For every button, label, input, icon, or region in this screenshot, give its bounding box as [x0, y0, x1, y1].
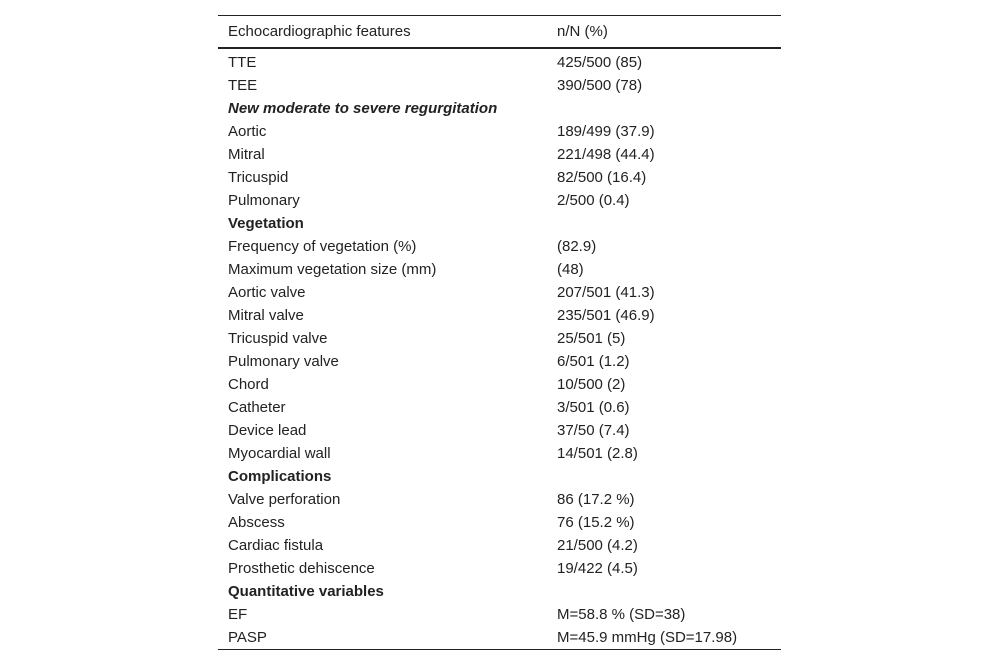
- section-heading: New moderate to severe regurgitation: [228, 100, 498, 117]
- value-cell: 6/501 (1.2): [557, 353, 630, 370]
- echo-features-table-container: [218, 15, 781, 650]
- value-cell: 21/500 (4.2): [557, 537, 638, 554]
- table-row: [218, 534, 781, 557]
- value-cell: 19/422 (4.5): [557, 560, 638, 577]
- section-heading: Vegetation: [228, 215, 304, 232]
- value-cell: 2/500 (0.4): [557, 192, 630, 209]
- feature-cell: Catheter: [228, 399, 286, 416]
- table-row: [218, 143, 781, 166]
- table-row: [218, 235, 781, 258]
- table-section-row: [218, 580, 781, 603]
- value-cell: [547, 212, 781, 235]
- table-row: [218, 304, 781, 327]
- feature-cell: TEE: [228, 77, 258, 94]
- feature-cell: Mitral: [228, 146, 265, 163]
- value-cell: 235/501 (46.9): [557, 307, 655, 324]
- value-cell: 82/500 (16.4): [557, 169, 647, 186]
- value-cell: 425/500 (85): [557, 54, 643, 71]
- feature-cell: Device lead: [228, 422, 307, 439]
- value-cell: 14/501 (2.8): [557, 445, 638, 462]
- value-cell: 10/500 (2): [557, 376, 626, 393]
- feature-cell: Abscess: [228, 514, 285, 531]
- value-cell: 25/501 (5): [557, 330, 626, 347]
- feature-cell: Tricuspid: [228, 169, 289, 186]
- value-cell: 207/501 (41.3): [557, 284, 655, 301]
- table-section-row: [218, 97, 781, 120]
- section-heading: Complications: [228, 468, 332, 485]
- section-heading: Quantitative variables: [228, 583, 384, 600]
- table-row: [218, 48, 781, 74]
- table-row: [218, 120, 781, 143]
- table-row: [218, 74, 781, 97]
- feature-cell: Prosthetic dehiscence: [228, 560, 375, 577]
- feature-cell: Aortic: [228, 123, 267, 140]
- feature-cell: Valve perforation: [228, 491, 341, 508]
- feature-cell: Tricuspid valve: [228, 330, 328, 347]
- value-cell: 76 (15.2 %): [557, 514, 635, 531]
- table-row: [218, 557, 781, 580]
- value-cell: [547, 465, 781, 488]
- table-row: [218, 258, 781, 281]
- header-features: Echocardiographic features: [228, 23, 411, 40]
- table-row: [218, 327, 781, 350]
- feature-cell: EF: [228, 606, 248, 623]
- value-cell: M=58.8 % (SD=38): [557, 606, 686, 623]
- table-row: [218, 189, 781, 212]
- table-row: [218, 511, 781, 534]
- feature-cell: Pulmonary: [228, 192, 300, 209]
- value-cell: 390/500 (78): [557, 77, 643, 94]
- table-section-row: [218, 212, 781, 235]
- feature-cell: Myocardial wall: [228, 445, 331, 462]
- feature-cell: Mitral valve: [228, 307, 304, 324]
- feature-cell: Chord: [228, 376, 269, 393]
- value-cell: (48): [557, 261, 584, 278]
- feature-cell: PASP: [228, 629, 267, 646]
- value-cell: (82.9): [557, 238, 597, 255]
- table-row: [218, 442, 781, 465]
- table-row: [218, 373, 781, 396]
- table-row: [218, 419, 781, 442]
- table-row: [218, 166, 781, 189]
- table-row: [218, 281, 781, 304]
- value-cell: 37/50 (7.4): [557, 422, 630, 439]
- feature-cell: Maximum vegetation size (mm): [228, 261, 437, 278]
- feature-cell: Frequency of vegetation (%): [228, 238, 417, 255]
- feature-cell: Cardiac fistula: [228, 537, 324, 554]
- value-cell: M=45.9 mmHg (SD=17.98): [557, 629, 738, 646]
- table-section-row: [218, 465, 781, 488]
- value-cell: 86 (17.2 %): [557, 491, 635, 508]
- feature-cell: Aortic valve: [228, 284, 306, 301]
- feature-cell: Pulmonary valve: [228, 353, 339, 370]
- value-cell: 221/498 (44.4): [557, 146, 655, 163]
- echo-features-table: [218, 15, 781, 650]
- value-cell: 3/501 (0.6): [557, 399, 630, 416]
- table-row: [218, 626, 781, 650]
- header-n-over-n: n/N (%): [557, 23, 608, 40]
- table-row: [218, 350, 781, 373]
- table-row: [218, 603, 781, 626]
- table-header-row: [218, 16, 781, 49]
- table-row: [218, 488, 781, 511]
- value-cell: [547, 580, 781, 603]
- value-cell: 189/499 (37.9): [557, 123, 655, 140]
- value-cell: [547, 97, 781, 120]
- table-row: [218, 396, 781, 419]
- feature-cell: TTE: [228, 54, 257, 71]
- table-body: [218, 48, 781, 650]
